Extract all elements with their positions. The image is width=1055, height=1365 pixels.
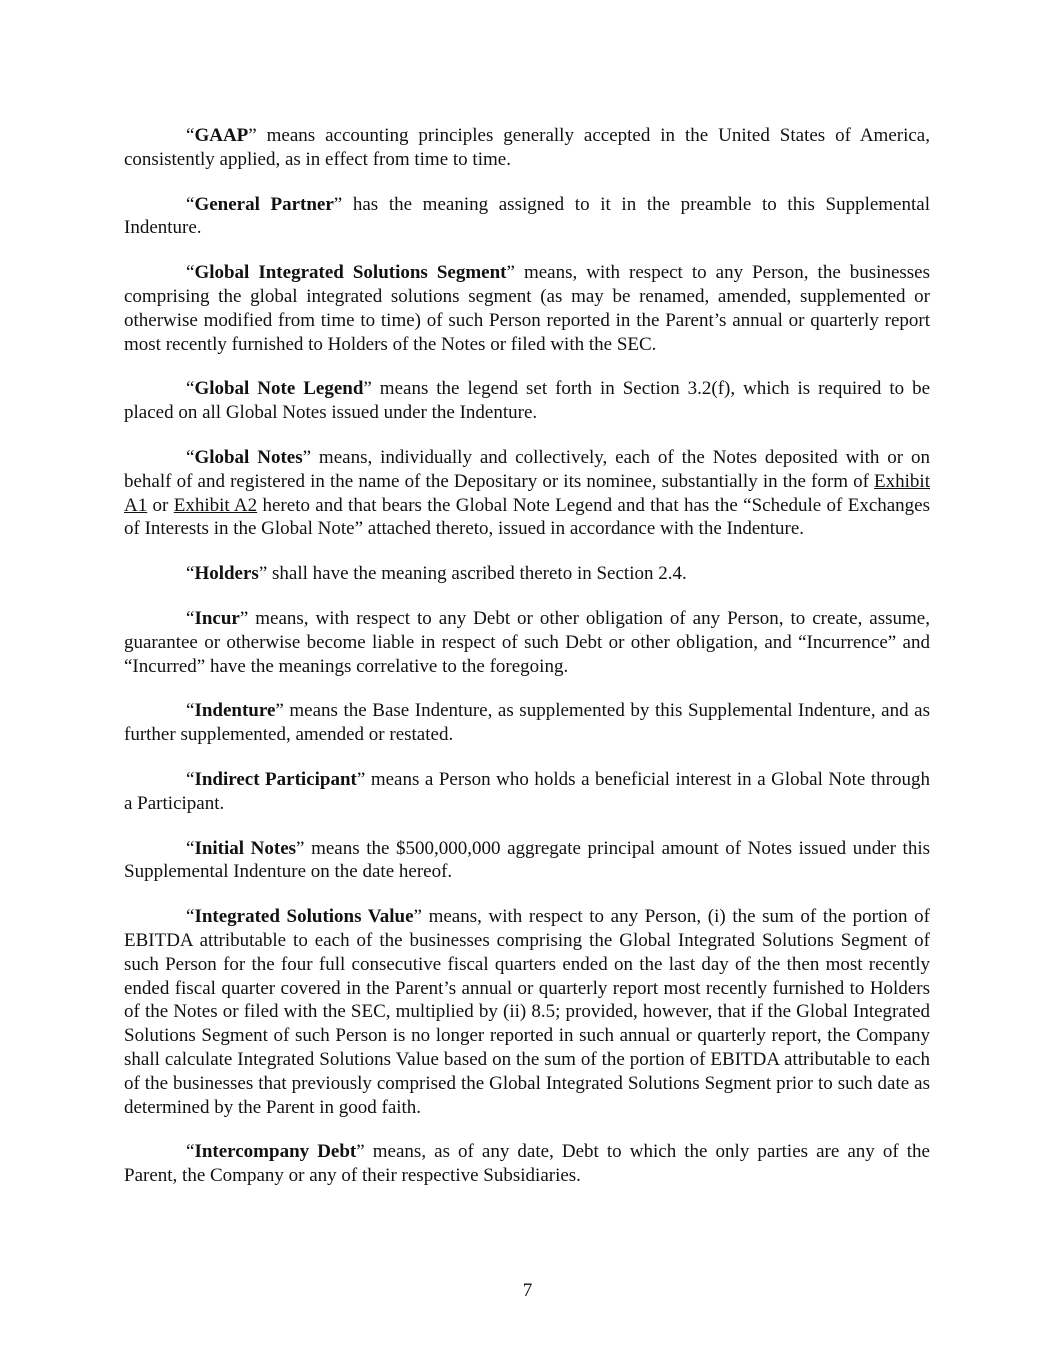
defined-term: Integrated Solutions Value [194,906,414,928]
definition-text: means the Base Indenture, as supplemented by this Supplemental Indenture, and as further supplemented, amended or restated. [124,700,930,746]
definition-text: hereto and that bears the Global Note Legend and that has the “Schedule of Exchanges of Interests in the Global Note” attached thereto, issued in accordance with the Indenture. [124,494,931,540]
definition-holders: “Holders” shall have the meaning ascribed thereto in Section 2.4. [186,563,687,585]
definition-incur: “Incur” means, with respect to any Debt or other obligation of any Person, to create, assume, guarantee or otherwise become liable in respect of such Debt or other obligation, and “Incurrence” and “Incurred” have the meanings correlative to the foregoing. [124,607,930,677]
exhibit-a1-reference: Exhibit A1 [124,470,930,516]
page-number: 7 [522,1280,533,1301]
definition-general-partner: “General Partner” has the meaning assigned to it in the preamble to this Supplemental Indenture. [124,193,930,239]
defined-term: Global Integrated Solutions Segment [194,262,507,284]
defined-term: Intercompany Debt [194,1141,357,1163]
definition-global-note-legend: “Global Note Legend” means the legend set forth in Section 3.2(f), which is required to be placed on all Global Notes issued under the Indenture. [124,378,930,424]
definition-text: has the meaning assigned to it in the preamble to this Supplemental Indenture. [124,193,930,239]
definition-text: means the legend set forth in Section 3.2(f), which is required to be placed on all Global Notes issued under the Indenture. [124,378,930,424]
defined-term: GAAP [194,125,249,146]
defined-term: Incur [194,607,240,629]
defined-term: General Partner [194,193,334,215]
definition-text: shall have the meaning ascribed thereto in Section 2.4. [267,563,687,585]
defined-term: Indirect Participant [194,768,357,790]
definition-text: means, individually and collectively, each of the Notes deposited with or on behalf of and registered in the name of the Depositary or its nominee, substantially in the form of [124,446,931,492]
defined-term: Holders [194,563,259,585]
document-page [124,124,930,1209]
defined-term: Global Note Legend [194,378,364,400]
definition-text: means, with respect to any Person, the businesses comprising the global integrated solutions segment (as may be renamed, amended, supplemented or otherwise modified from time to time) of such Person reported in the Parent’s annual or quarterly report most recently furnished to Holders of the Notes or filed with the SEC. [124,262,931,355]
definition-text: or [147,494,174,516]
definition-initial-notes: “Initial Notes” means the $500,000,000 aggregate principal amount of Notes issued under this Supplemental Indenture on the date hereof. [124,837,931,883]
defined-term: Global Notes [194,446,303,468]
definition-text: means, as of any date, Debt to which the only parties are any of the Parent, the Company or any of their respective Subsidiaries. [124,1141,930,1187]
definition-text: means, with respect to any Debt or other obligation of any Person, to create, assume, guarantee or otherwise become liable in respect of such Debt or other obligation, and “Incurrence” and “Incurred” have the meanings correlative to the foregoing. [124,607,930,677]
defined-term: Indenture [194,700,276,722]
definition-gaap: “GAAP” means accounting principles generally accepted in the United States of America, consistently applied, as in effect from time to time. [124,125,930,170]
definition-text: means accounting principles generally accepted in the United States of America, consistently applied, as in effect from time to time. [124,125,930,170]
definition-indenture: “Indenture” means the Base Indenture, as supplemented by this Supplemental Indenture, and as further supplemented, amended or restated. [124,700,930,746]
definition-text: means the $500,000,000 aggregate principal amount of Notes issued under this Supplemental Indenture on the date hereof. [124,837,931,883]
definition-text: means a Person who holds a beneficial interest in a Global Note through a Participant. [124,768,930,814]
exhibit-a2-reference: Exhibit A2 [173,494,258,516]
definition-global-notes: “Global Notes” means, individually and collectively, each of the Notes deposited with or on behalf of and registered in the name of the Depositary or its nominee, substantially in the form of Exhibit A1 or Exhibit A2 hereto and that bears the Global Note Legend and that has the “Schedule of Exchanges of Interests in the Global Note” attached thereto, issued in accordance with the Indenture. [124,446,931,540]
definition-indirect-participant: “Indirect Participant” means a Person who holds a beneficial interest in a Global Note through a Participant. [124,768,930,814]
definition-text: means, with respect to any Person, (i) the sum of the portion of EBITDA attributable to each of the businesses comprising the Global Integrated Solutions Segment of such Person for the four full consecutive fiscal quarters ended on the last day of the then most recently ended fiscal quarter covered in the Parent’s annual or quarterly report most recently furnished to Holders of the Notes or filed with the SEC, multiplied by (ii) 8.5; provided, however, that if the Global Integrated Solutions Segment of such Person is no longer reported in such annual or quarterly report, the Company shall calculate Integrated Solutions Value based on the sum of the portion of EBITDA attributable to each of the businesses that previously comprised the Global Integrated Solutions Segment prior to such date as determined by the Parent in good faith. [124,906,930,1118]
definition-integrated-solutions-value: “Integrated Solutions Value” means, with respect to any Person, (i) the sum of the portion of EBITDA attributable to each of the businesses comprising the Global Integrated Solutions Segment of such Person for the four full consecutive fiscal quarters ended on the last day of the then most recently ended fiscal quarter covered in the Parent’s annual or quarterly report most recently furnished to Holders of the Notes or filed with the SEC, multiplied by (ii) 8.5; provided, however, that if the Global Integrated Solutions Segment of such Person is no longer reported in such annual or quarterly report, the Company shall calculate Integrated Solutions Value based on the sum of the portion of EBITDA attributable to each of the businesses that previously comprised the Global Integrated Solutions Segment prior to such date as determined by the Parent in good faith. [124,906,930,1118]
definition-intercompany-debt: “Intercompany Debt” means, as of any date, Debt to which the only parties are any of the Parent, the Company or any of their respective Subsidiaries. [124,1141,930,1187]
definition-global-integrated-solutions-segment: “Global Integrated Solutions Segment” means, with respect to any Person, the businesses comprising the global integrated solutions segment (as may be renamed, amended, supplemented or otherwise modified from time to time) of such Person reported in the Parent’s annual or quarterly report most recently furnished to Holders of the Notes or filed with the SEC. [124,262,931,355]
defined-term: Initial Notes [194,837,297,859]
